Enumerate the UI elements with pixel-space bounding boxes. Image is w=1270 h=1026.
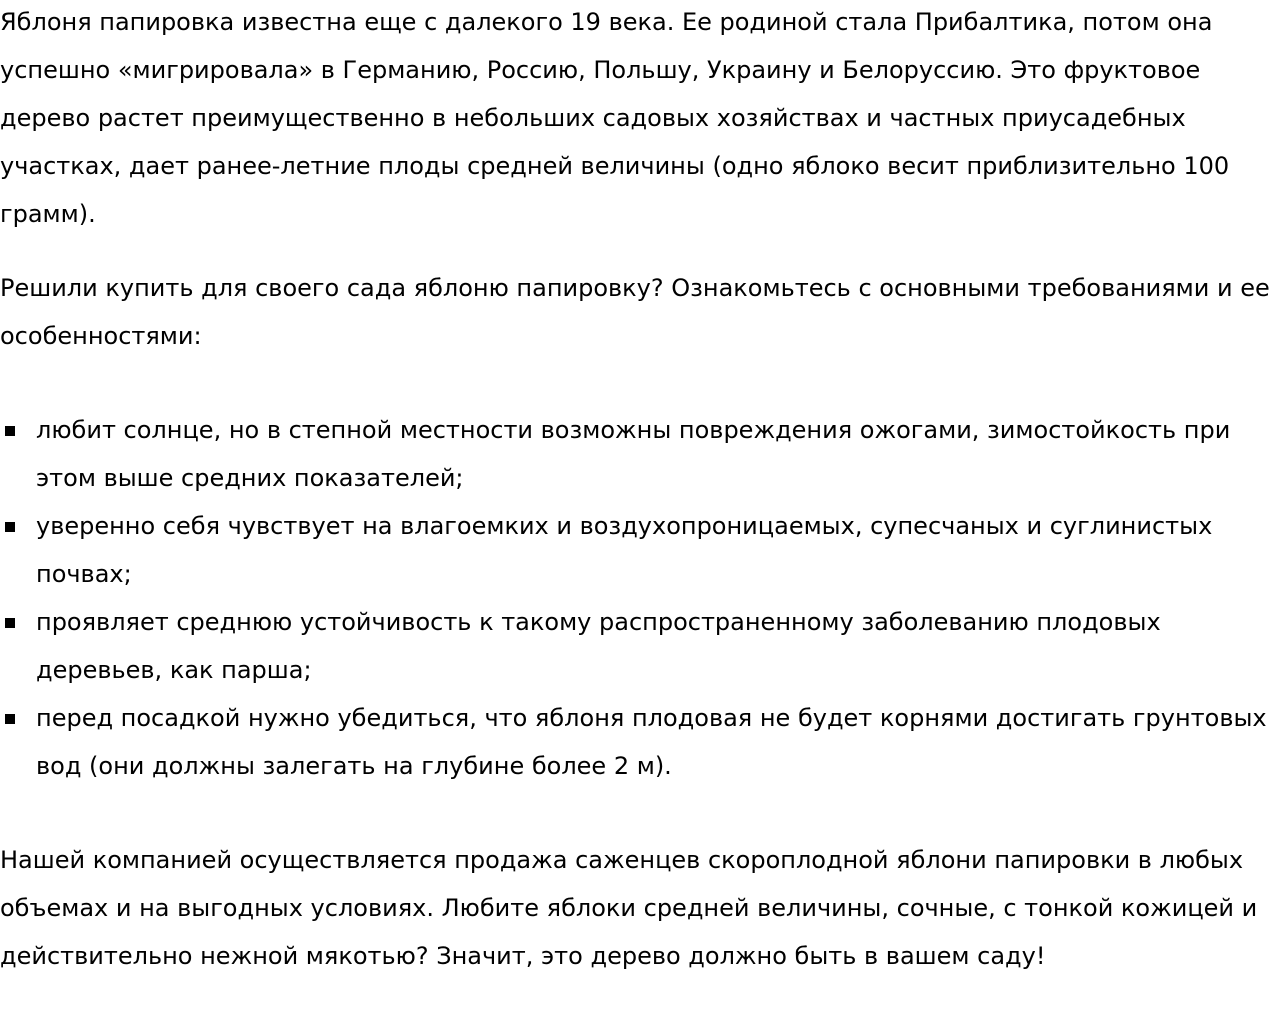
list-item [0, 694, 1270, 790]
list-item [0, 502, 1270, 598]
list-item [0, 406, 1270, 502]
list-item-text: проявляет среднюю устойчивость к такому распространенному заболеванию плодовых деревьев, как парша; [36, 608, 1161, 684]
list-item-text: перед посадкой нужно убедиться, что яблоня плодовая не будет корнями достигать грунтовых вод (они должны залегать на глубине более 2 м). [36, 704, 1267, 780]
intro-paragraph: Яблоня папировка известна еще с далекого 19 века. Ее родиной стала Прибалтика, потом она успешно «мигрировала» в Германию, Россию, Польшу, Украину и Белоруссию. Это фруктовое дерево растет преимущественно в небольших садовых хозяйствах и частных приусадебных участках, дает ранее-летние плоды средней величины (одно яблоко весит приблизительно 100 грамм). [0, 8, 1230, 228]
square-bullet-icon [5, 426, 15, 436]
features-list [0, 406, 1270, 790]
list-item-text: уверенно себя чувствует на влагоемких и воздухопроницаемых, супесчаных и суглинистых почвах; [36, 512, 1213, 588]
list-item [0, 598, 1270, 694]
offer-paragraph: Нашей компанией осуществляется продажа саженцев скороплодной яблони папировки в любых объемах и на выгодных условиях. Любите яблоки средней величины, сочные, с тонкой кожицей и действительно нежной мякотью? Значит, это дерево должно быть в вашем саду! [0, 846, 1258, 970]
question-paragraph: Решили купить для своего сада яблоню папировку? Ознакомьтесь с основными требованиями и ее особенностями: [0, 274, 1270, 350]
square-bullet-icon [5, 618, 15, 628]
square-bullet-icon [5, 522, 15, 532]
list-item-text: любит солнце, но в степной местности возможны повреждения ожогами, зимостойкость при этом выше средних показателей; [36, 416, 1231, 492]
square-bullet-icon [5, 714, 15, 724]
